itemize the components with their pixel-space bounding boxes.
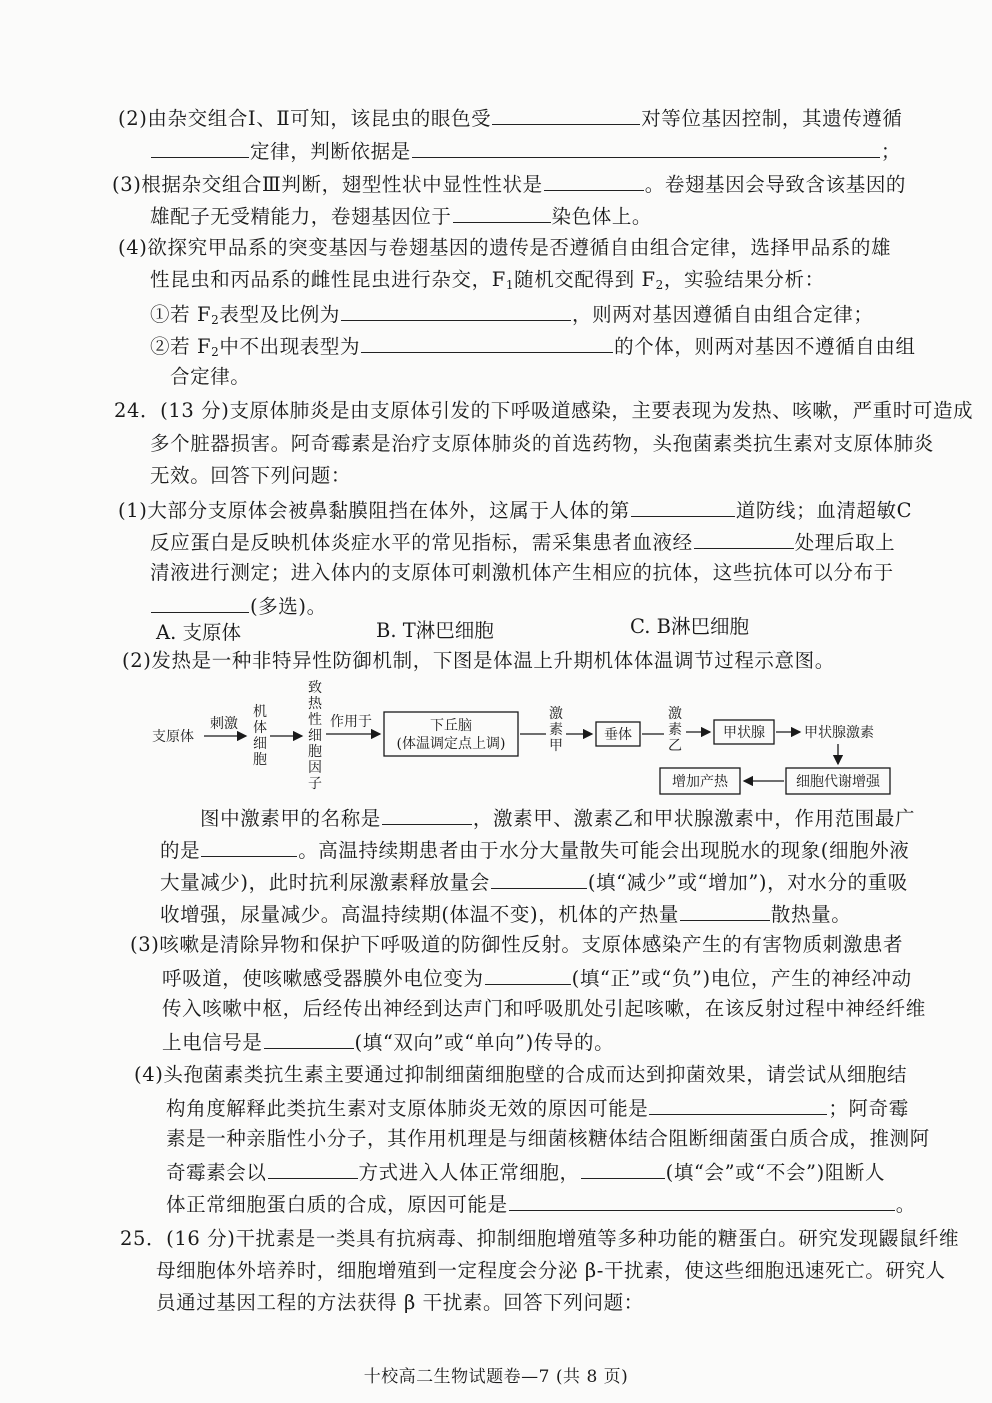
node-mycoplasma: 支原体 <box>152 729 194 745</box>
node-thyroxine: 甲状腺激素 <box>804 725 874 741</box>
answer-blank[interactable] <box>491 868 587 889</box>
q24-intro-line3: 无效。回答下列问题： <box>150 464 352 487</box>
svg-text:胞: 胞 <box>308 744 322 760</box>
svg-text:因: 因 <box>308 760 322 776</box>
q24-part4-line3: 素是一种亲脂性小分子，其作用机理是与细菌核糖体结合阻断细菌蛋白质合成，推测阿 <box>166 1127 930 1150</box>
q24-part1-line4: (多选)。 <box>150 592 327 620</box>
q24-part4-line5: 体正常细胞蛋白质的合成，原因可能是 。 <box>166 1190 916 1218</box>
q24-part2-line2: 的是 。高温持续期患者由于水分大量散失可能会出现脱水的现象(细胞外液 <box>160 836 909 864</box>
svg-text:乙: 乙 <box>668 738 682 754</box>
q24-part4-line1: (4)头孢菌素类抗生素主要通过抑制细菌细胞壁的合成而达到抑菌效果，请尝试从细胞结 <box>134 1063 908 1086</box>
q24-part3-line2: 呼吸道，使咳嗽感受器膜外电位变为 (填“正”或“负”)电位，产生的神经冲动 <box>162 964 912 992</box>
q24-intro-line1: 24．(13 分)支原体肺炎是由支原体引发的下呼吸道感染，主要表现为发热、咳嗽，严重时可造成 <box>114 399 974 422</box>
q25-line3: 员通过基因工程的方法获得 β 干扰素。回答下列问题： <box>156 1291 644 1314</box>
answer-blank[interactable] <box>201 836 297 857</box>
svg-text:细: 细 <box>253 736 267 752</box>
label-acts-on: 作用于 <box>330 714 372 730</box>
q24-intro-line2: 多个脏器损害。阿奇霉素是治疗支原体肺炎的首选药物，头孢菌素类抗生素对支原体肺炎 <box>150 432 934 455</box>
answer-blank[interactable] <box>453 202 551 223</box>
q24-part1-line3: 清液进行测定；进入体内的支原体可刺激机体产生相应的抗体，这些抗体可以分布于 <box>150 561 894 584</box>
svg-text:性: 性 <box>308 712 322 728</box>
answer-blank[interactable] <box>680 900 770 921</box>
svg-text:激: 激 <box>668 706 682 722</box>
svg-text:致: 致 <box>308 680 322 696</box>
q25-line2: 母细胞体外培养时，细胞增殖到一定程度会分泌 β-干扰素，使这些细胞迅速死亡。研究人 <box>156 1259 946 1282</box>
q23-part4-line5: 合定律。 <box>170 365 251 388</box>
q23-part2-line2: 定律，判断依据是 ； <box>150 137 901 165</box>
answer-blank[interactable] <box>649 1094 827 1115</box>
q25-line1: 25．(16 分)干扰素是一类具有抗病毒、抑制细胞增殖等多种功能的糖蛋白。研究发现鼹鼠纤维 <box>120 1227 960 1250</box>
answer-blank[interactable] <box>151 592 249 613</box>
answer-blank[interactable] <box>341 300 571 321</box>
q23-part4-line4: ②若 $F_2$中不出现表型为 的个体，则两对基因不遵循自由组 <box>150 332 916 365</box>
answer-blank[interactable] <box>412 137 880 158</box>
q23-part2-line1: (2)由杂交组合Ⅰ、Ⅱ可知，该昆虫的眼色受 对等位基因控制，其遗传遵循 <box>118 104 903 132</box>
answer-blank[interactable] <box>544 170 644 191</box>
svg-text:激: 激 <box>549 706 563 722</box>
q23-part4-line3: ①若 $F_2$表型及比例为 ，则两对基因遵循自由组合定律； <box>150 300 874 333</box>
hypothalamus-note: (体温调定点上调) <box>396 736 506 752</box>
q24-part2-line4: 收增强，尿量减少。高温持续期(体温不变)，机体的产热量 散热量。 <box>160 900 851 928</box>
q24-part1-line2: 反应蛋白是反映机体炎症水平的常见指标，需采集患者血液经 处理后取上 <box>150 528 895 556</box>
q24-part4-line4: 奇霉素会以 方式进入人体正常细胞， (填“会”或“不会”)阻断人 <box>166 1158 885 1186</box>
page-footer: 十校高二生物试题卷—7 (共 8 页) <box>363 1367 629 1387</box>
answer-blank[interactable] <box>492 104 640 125</box>
q24-part1-line1: (1)大部分支原体会被鼻黏膜阻挡在体外，这属于人体的第 道防线；血清超敏C <box>118 496 912 524</box>
svg-text:素: 素 <box>549 722 563 738</box>
q24-part2-intro: (2)发热是一种非特异性防御机制，下图是体温上升期机体体温调节过程示意图。 <box>122 649 835 672</box>
label-stimulate: 刺激 <box>210 716 238 732</box>
node-body-cells <box>253 703 267 768</box>
node-pyrogen <box>308 680 323 792</box>
answer-blank[interactable] <box>694 528 794 549</box>
option-a[interactable]: A. 支原体 <box>156 621 241 644</box>
answer-blank[interactable] <box>631 496 735 517</box>
node-thyroid: 甲状腺 <box>723 725 765 741</box>
svg-text:细: 细 <box>308 728 322 744</box>
q24-part2-line1: 图中激素甲的名称是 ，激素甲、激素乙和甲状腺激素中，作用范围最广 <box>200 804 915 832</box>
q24-part3-line1: (3)咳嗽是清除异物和保护下呼吸道的防御性反射。支原体感染产生的有害物质刺激患者 <box>130 933 904 956</box>
answer-blank[interactable] <box>382 804 472 825</box>
answer-blank[interactable] <box>268 1158 358 1179</box>
svg-text:甲: 甲 <box>549 738 563 754</box>
node-hormone-a <box>549 706 563 754</box>
thermoregulation-diagram <box>0 678 992 808</box>
svg-text:子: 子 <box>308 776 322 792</box>
option-c[interactable]: C. B淋巴细胞 <box>630 615 749 638</box>
svg-text:胞: 胞 <box>253 752 267 768</box>
q23-part4-line1: (4)欲探究甲品系的突变基因与卷翅基因的遗传是否遵循自由组合定律，选择甲品系的雄 <box>118 236 892 259</box>
node-hypothalamus: 下丘脑 <box>430 718 472 734</box>
node-metabolism: 细胞代谢增强 <box>796 774 880 790</box>
q23-part4-line2: 性昆虫和丙品系的雌性昆虫进行杂交，$F_1$随机交配得到 $F_2$，实验结果分析： <box>150 268 825 292</box>
q24-part3-line4: 上电信号是 (填“双向”或“单向”)传导的。 <box>162 1028 614 1056</box>
svg-text:素: 素 <box>668 722 682 738</box>
option-b[interactable]: B. T淋巴细胞 <box>376 619 494 642</box>
answer-blank[interactable] <box>581 1158 665 1179</box>
q24-part4-line2: 构角度解释此类抗生素对支原体肺炎无效的原因可能是 ；阿奇霉 <box>166 1094 909 1122</box>
answer-blank[interactable] <box>361 332 613 353</box>
svg-text:体: 体 <box>253 720 267 736</box>
answer-blank[interactable] <box>509 1190 895 1211</box>
q24-part2-line3: 大量减少)，此时抗利尿激素释放量会 (填“减少”或“增加”)，对水分的重吸 <box>160 868 908 896</box>
node-heat: 增加产热 <box>672 774 728 790</box>
q23-part3-line1: (3)根据杂交组合Ⅲ判断，翅型性状中显性性状是 。卷翅基因会导致含该基因的 <box>112 170 906 198</box>
answer-blank[interactable] <box>151 137 249 158</box>
answer-blank[interactable] <box>264 1028 354 1049</box>
svg-text:热: 热 <box>308 696 322 712</box>
node-hormone-b <box>668 706 682 754</box>
q23-part3-line2: 雄配子无受精能力，卷翅基因位于 染色体上。 <box>150 202 652 230</box>
node-pituitary: 垂体 <box>604 727 632 743</box>
svg-text:机: 机 <box>253 704 267 720</box>
answer-blank[interactable] <box>485 964 571 985</box>
q24-part3-line3: 传入咳嗽中枢，后经传出神经到达声门和呼吸肌处引起咳嗽，在该反射过程中神经纤维 <box>162 997 926 1020</box>
